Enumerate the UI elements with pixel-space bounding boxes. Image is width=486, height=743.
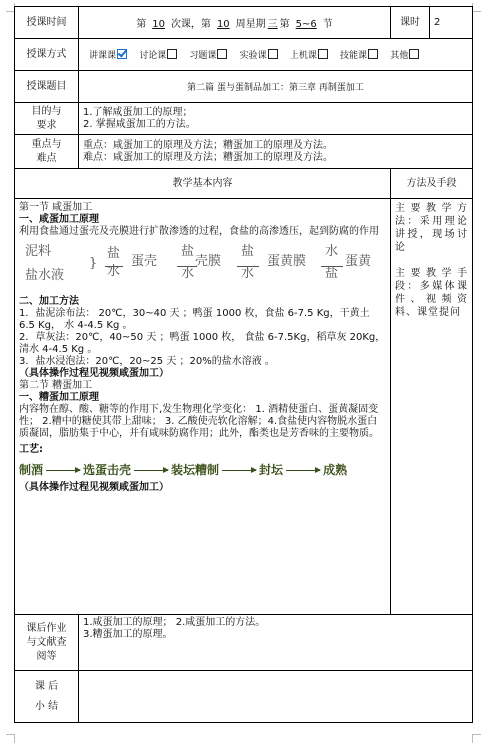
node-yolk: 蛋黄 (345, 254, 372, 269)
checkbox-icon[interactable] (318, 49, 328, 59)
mode-option[interactable]: 其他 (390, 51, 419, 61)
hours-value[interactable]: 2 (430, 7, 473, 39)
arrow-right-icon (46, 470, 80, 471)
label-summary: 课 后 小 结 (15, 671, 79, 723)
summary-value[interactable] (79, 671, 473, 723)
node-yolk-membrane: 蛋黄膜 (267, 254, 307, 269)
mode-option[interactable]: 上机课 (290, 51, 328, 61)
method-1: 1．盐泥涂布法： 20℃，30~40 天 ；鸭蛋 1000 枚，食盐 6-7.5 Kg，干黄土 6.5 Kg， 水 4-4.5 Kg 。 (19, 308, 370, 331)
content-body[interactable] (15, 199, 391, 615)
content-header: 教学基本内容 (15, 169, 391, 199)
row-objectives (15, 103, 473, 135)
exchange-bottom: 盐 (325, 266, 339, 281)
row-summary (15, 671, 473, 723)
method-header: 方法及手段 (391, 169, 473, 199)
time-value (79, 7, 391, 39)
arrow-right-icon (134, 470, 168, 471)
brace-icon: } (89, 256, 98, 271)
topic-value[interactable]: 第二篇 蛋与蛋制品加工：第三章 再制蛋加工 (79, 71, 473, 103)
row-key-points (15, 135, 473, 169)
flow-step: 装坛糟制 (171, 463, 220, 477)
exchange-top: 盐 (181, 244, 195, 259)
diagram-mud: 泥料 (25, 244, 52, 259)
mode-option[interactable]: 讨论课 (139, 51, 177, 61)
principle-2-title: 一、糟蛋加工原理 (19, 392, 99, 403)
checkbox-icon[interactable] (368, 49, 378, 59)
label-topic: 授课题目 (15, 71, 79, 103)
arrow-right-icon (286, 470, 320, 471)
crop-mark-top-right (472, 3, 481, 12)
checkbox-icon[interactable] (268, 49, 278, 59)
objectives-value[interactable]: 1.了解咸蛋加工的原理； 2. 掌握咸蛋加工的方法。 (79, 103, 473, 135)
time-di2: 第 (279, 19, 290, 30)
section-2-title: 第二节 糟蛋加工 (19, 380, 93, 391)
methods-body[interactable] (391, 199, 473, 615)
key-points-value[interactable]: 重点：咸蛋加工的原理及方法；糟蛋加工的原理及方法。 难点：咸蛋加工的原理及方法；糟蛋加工的原理及方法。 (79, 135, 473, 169)
week-number[interactable]: 10 (216, 19, 230, 30)
label-objectives: 目的与 要求 (15, 103, 79, 135)
exchange-bottom: 水 (107, 264, 121, 279)
lesson-number[interactable]: 10 (152, 19, 165, 30)
mode-options (79, 39, 473, 71)
homework-value[interactable]: 1.咸蛋加工的原理； 2.咸蛋加工的方法。 3.糟蛋加工的原理。 (79, 615, 473, 671)
teaching-means: 主要教学手段：多媒体课件、视频资料、课堂提问 (395, 268, 468, 318)
row-homework (15, 615, 473, 671)
row-content (15, 199, 473, 615)
time-jie: 节 (322, 19, 333, 30)
flow-step: 选蛋击壳 (83, 463, 132, 477)
process-flow (19, 464, 386, 476)
section-1-title: 第一节 咸蛋加工 (19, 202, 93, 213)
label-mode: 授课方式 (15, 39, 79, 71)
principle-1-title: 一、咸蛋加工原理 (19, 214, 99, 225)
osmosis-diagram (19, 244, 386, 290)
row-topic (15, 71, 473, 103)
row-time (15, 7, 473, 39)
video-note-1: （具体操作过程见视频咸蛋加工） (19, 368, 169, 379)
periods[interactable]: 5~6 (295, 19, 317, 30)
video-note-2: （具体操作过程见视频咸蛋加工） (19, 482, 169, 493)
time-zhou: 周星期 (235, 19, 266, 30)
row-mode (15, 39, 473, 71)
time-ci: 次课，第 (170, 19, 211, 30)
crop-mark-bottom-left (6, 734, 15, 743)
flow-step: 封坛 (259, 463, 284, 477)
label-hours: 课时 (391, 7, 430, 39)
teaching-methods: 主要教学方法：采用理论讲授，现场讨论 (395, 203, 468, 253)
node-shell: 蛋壳 (131, 254, 158, 269)
label-homework: 课后作业 与文献查 阅等 (15, 615, 79, 671)
node-membrane: 壳膜 (195, 254, 222, 269)
exchange-bottom: 水 (241, 266, 255, 281)
weekday[interactable]: 三 (267, 19, 278, 30)
exchange-top: 盐 (107, 246, 121, 261)
label-time: 授课时间 (15, 7, 79, 39)
principle-2-text: 内容物在醇、酸、糖等的作用下,发生物理化学变化： 1. 酒精使蛋白、蛋黄凝固变性； 2.糟中的糖使其带上甜味； 3. 乙酸使壳软化溶解；4.食盐使内容物脱水蛋白质凝固，脂肪集于中心，并有咸味防腐作用；此外，酯类也是芳香味的主要物质。 (19, 404, 379, 439)
checkbox-checked-icon[interactable] (117, 49, 127, 59)
crop-mark-bottom-right (472, 734, 481, 743)
principle-1-text: 利用食盐通过蛋壳及壳膜进行扩散渗透的过程，食盐的高渗透压，起到防腐的作用 (19, 226, 379, 237)
diagram-brine: 盐水液 (25, 268, 65, 283)
arrow-right-icon (222, 470, 256, 471)
method-3: 3．盐水浸泡法：20℃，20~25 天 ；20%的盐水溶液 。 (19, 356, 275, 367)
flow-step: 制酒 (19, 463, 44, 477)
row-content-header (15, 169, 473, 199)
checkbox-icon[interactable] (217, 49, 227, 59)
mode-option[interactable]: 习题课 (189, 51, 227, 61)
exchange-bottom: 水 (181, 266, 195, 281)
methods-title: 二、加工方法 (19, 296, 79, 307)
exchange-top: 水 (325, 244, 339, 259)
exchange-top: 盐 (241, 244, 255, 259)
lesson-plan-table (14, 6, 473, 723)
mode-option[interactable]: 实验课 (240, 51, 278, 61)
mode-option[interactable]: 讲课课 (89, 51, 127, 61)
checkbox-icon[interactable] (167, 49, 177, 59)
flow-step: 成熟 (323, 463, 348, 477)
checkbox-icon[interactable] (409, 49, 419, 59)
craft-title: 工艺: (19, 444, 43, 455)
label-key-points: 重点与 难点 (15, 135, 79, 169)
method-2: 2．草灰法：20℃，40~50 天 ；鸭蛋 1000 枚， 食盐 6-7.5Kg，稻草灰 20Kg，清水 4-4.5 Kg 。 (19, 332, 386, 355)
time-di1: 第 (136, 19, 147, 30)
mode-option[interactable]: 技能课 (340, 51, 378, 61)
